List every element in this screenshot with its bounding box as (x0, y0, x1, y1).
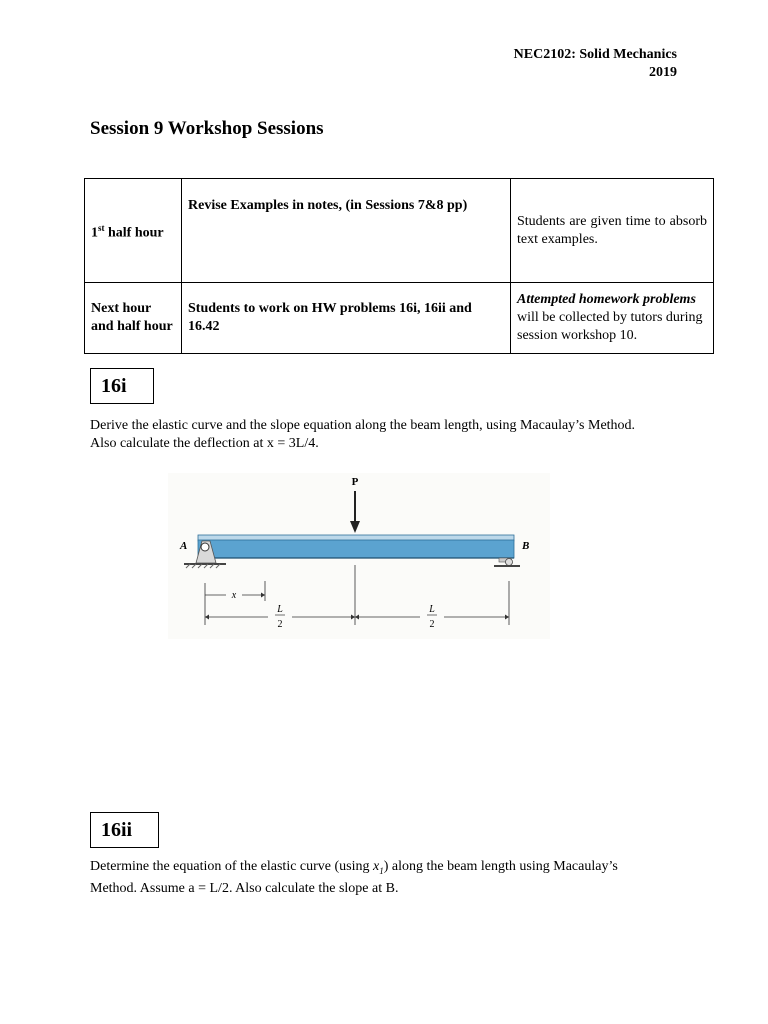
schedule-table (84, 178, 714, 354)
note-emphasis: Attempted homework problems (517, 292, 696, 307)
schedule-note: Students are given time to absorb text examples. (511, 179, 714, 283)
schedule-note: Attempted homework problems will be collected by tutors during session workshop 10. (511, 283, 714, 354)
load-label: P (351, 476, 359, 488)
schedule-task: Revise Examples in notes, (in Sessions 7&8 pp) (182, 179, 511, 283)
problem-16ii-text: Determine the equation of the elastic curve (using $x_1$) along the beam length using Macaulay’s Method. Assume a = L/2. Also calculate the slope at B. (90, 859, 618, 896)
schedule-when: 1st half hour (85, 179, 182, 283)
course-name: NEC2102: Solid Mechanics (513, 47, 677, 62)
support-a-label: A (180, 540, 188, 552)
course-year: 2019 (649, 65, 677, 80)
roller-support-icon (506, 559, 513, 566)
problem-label-16ii: 16ii (90, 812, 159, 848)
problem-16i-text: Derive the elastic curve and the slope equation along the beam length, using Macaulay’s Method. Also calculate the deflection at x = 3L/4. (90, 418, 636, 451)
span-left-denominator: 2 (277, 619, 283, 630)
beam-web (198, 540, 514, 558)
problem-label-16i: 16i (90, 368, 154, 404)
span-right-denominator: 2 (429, 619, 435, 630)
schedule-task: Students to work on HW problems 16i, 16ii and 16.42 (182, 283, 511, 354)
schedule-row (85, 179, 714, 283)
x-dimension-label: x (231, 590, 237, 601)
schedule-when: Next hour and half hour (85, 283, 182, 354)
support-b-label: B (522, 540, 530, 552)
page-header (514, 46, 677, 82)
span-left-numerator: L (277, 604, 283, 615)
schedule-row (85, 283, 714, 354)
span-right-numerator: L (429, 604, 435, 615)
page-title: Session 9 Workshop Sessions (90, 118, 324, 139)
beam-figure (168, 473, 550, 639)
